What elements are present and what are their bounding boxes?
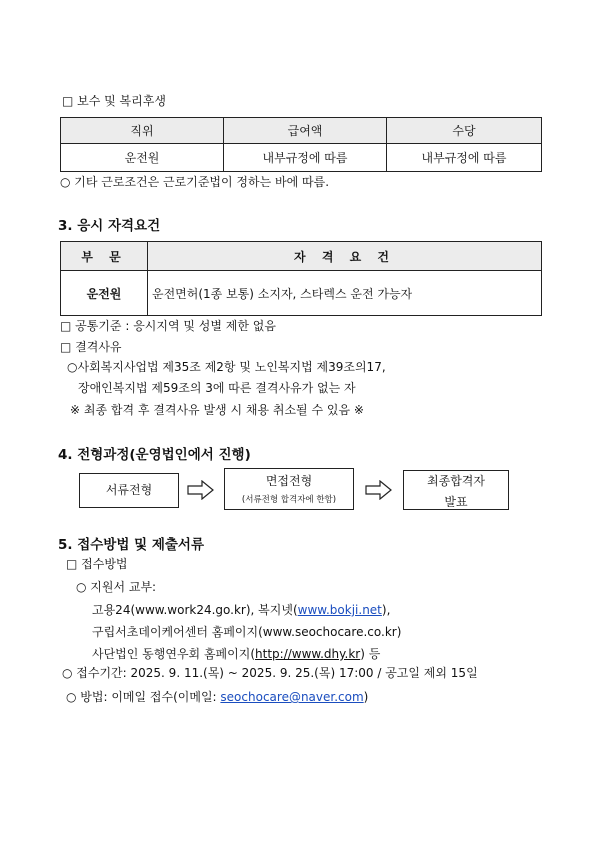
process-step-document [79,473,179,508]
section3-title: 3. 응시 자격요건 [58,218,161,234]
qualification-table [60,241,542,316]
application-method-end: ) [363,690,369,704]
pay-cell-position: 운전원 [61,144,224,172]
distribution-line1-text: 고용24(www.work24.go.kr), 복지넷( [92,603,298,617]
disqualification-note: ※ 최종 합격 후 결격사유 발생 시 채용 취소될 수 있음 ※ [70,403,364,417]
process-step-final-line2: 발표 [444,495,468,509]
distribution-line3-text: 사단법인 동행연우회 홈페이지( [92,647,256,661]
disqualification-title: □ 결격사유 [60,340,122,354]
form-distribution-title: ○ 지원서 교부: [76,580,157,594]
pay-cell-salary: 내부규정에 따름 [224,144,387,172]
pay-header-position: 직위 [61,118,224,144]
distribution-line3 [92,645,380,662]
disqualification-line2: 장애인복지법 제59조의 3에 따른 결격사유가 없는 자 [78,381,356,395]
dhy-link[interactable]: http://www.dhy.kr [255,647,361,661]
section4-title: 4. 전형과정(운영법인에서 진행) [58,447,251,463]
table-row [61,144,542,172]
process-step-final-line1: 최종합격자 [427,474,485,488]
application-method [66,688,368,705]
application-period: ○ 접수기간: 2025. 9. 11.(목) ~ 2025. 9. 25.(목) 17:00 / 공고일 제외 15일 [62,666,478,680]
process-step-final [403,470,509,510]
application-method-text: ○ 방법: 이메일 접수(이메일: [66,690,221,704]
pay-note: ○ 기타 근로조건은 근로기준법이 정하는 바에 따름. [60,175,330,189]
qual-cell-dept: 운전원 [61,271,148,316]
disqualification-line1: ○사회복지사업법 제35조 제2항 및 노인복지법 제39조의17, [67,360,386,374]
table-row [61,271,542,316]
bokji-link[interactable]: www.bokji.net [297,603,382,617]
arrow-right-icon [187,480,215,500]
process-step-document-label: 서류전형 [105,483,153,497]
qual-header-req: 자 격 요 건 [148,242,542,271]
process-step-interview-sub: (서류전형 합격자에 한함) [241,495,337,505]
section5-title: 5. 접수방법 및 제출서류 [58,537,204,553]
process-step-interview-label: 면접전형 [265,474,313,488]
method-title: □ 접수방법 [66,557,128,571]
arrow-right-icon [365,480,393,500]
common-criteria: □ 공통기준 : 응시지역 및 성별 제한 없음 [60,319,276,333]
distribution-line2: 구립서초데이케어센터 홈페이지(www.seochocare.co.kr) [92,625,402,639]
distribution-line3-end: ) 등 [360,647,381,661]
distribution-line1-end: ), [381,603,391,617]
pay-header-allowance: 수당 [387,118,542,144]
pay-cell-allowance: 내부규정에 따름 [387,144,542,172]
process-step-interview [224,468,354,510]
qual-cell-req: 운전면허(1종 보통) 소지자, 스타렉스 운전 가능자 [148,271,542,316]
pay-section-title: □ 보수 및 복리후생 [62,94,166,108]
distribution-line1 [92,601,390,618]
pay-table [60,117,542,172]
qual-header-dept: 부 문 [61,242,148,271]
pay-header-salary: 급여액 [224,118,387,144]
email-link[interactable]: seochocare@naver.com [220,690,364,704]
